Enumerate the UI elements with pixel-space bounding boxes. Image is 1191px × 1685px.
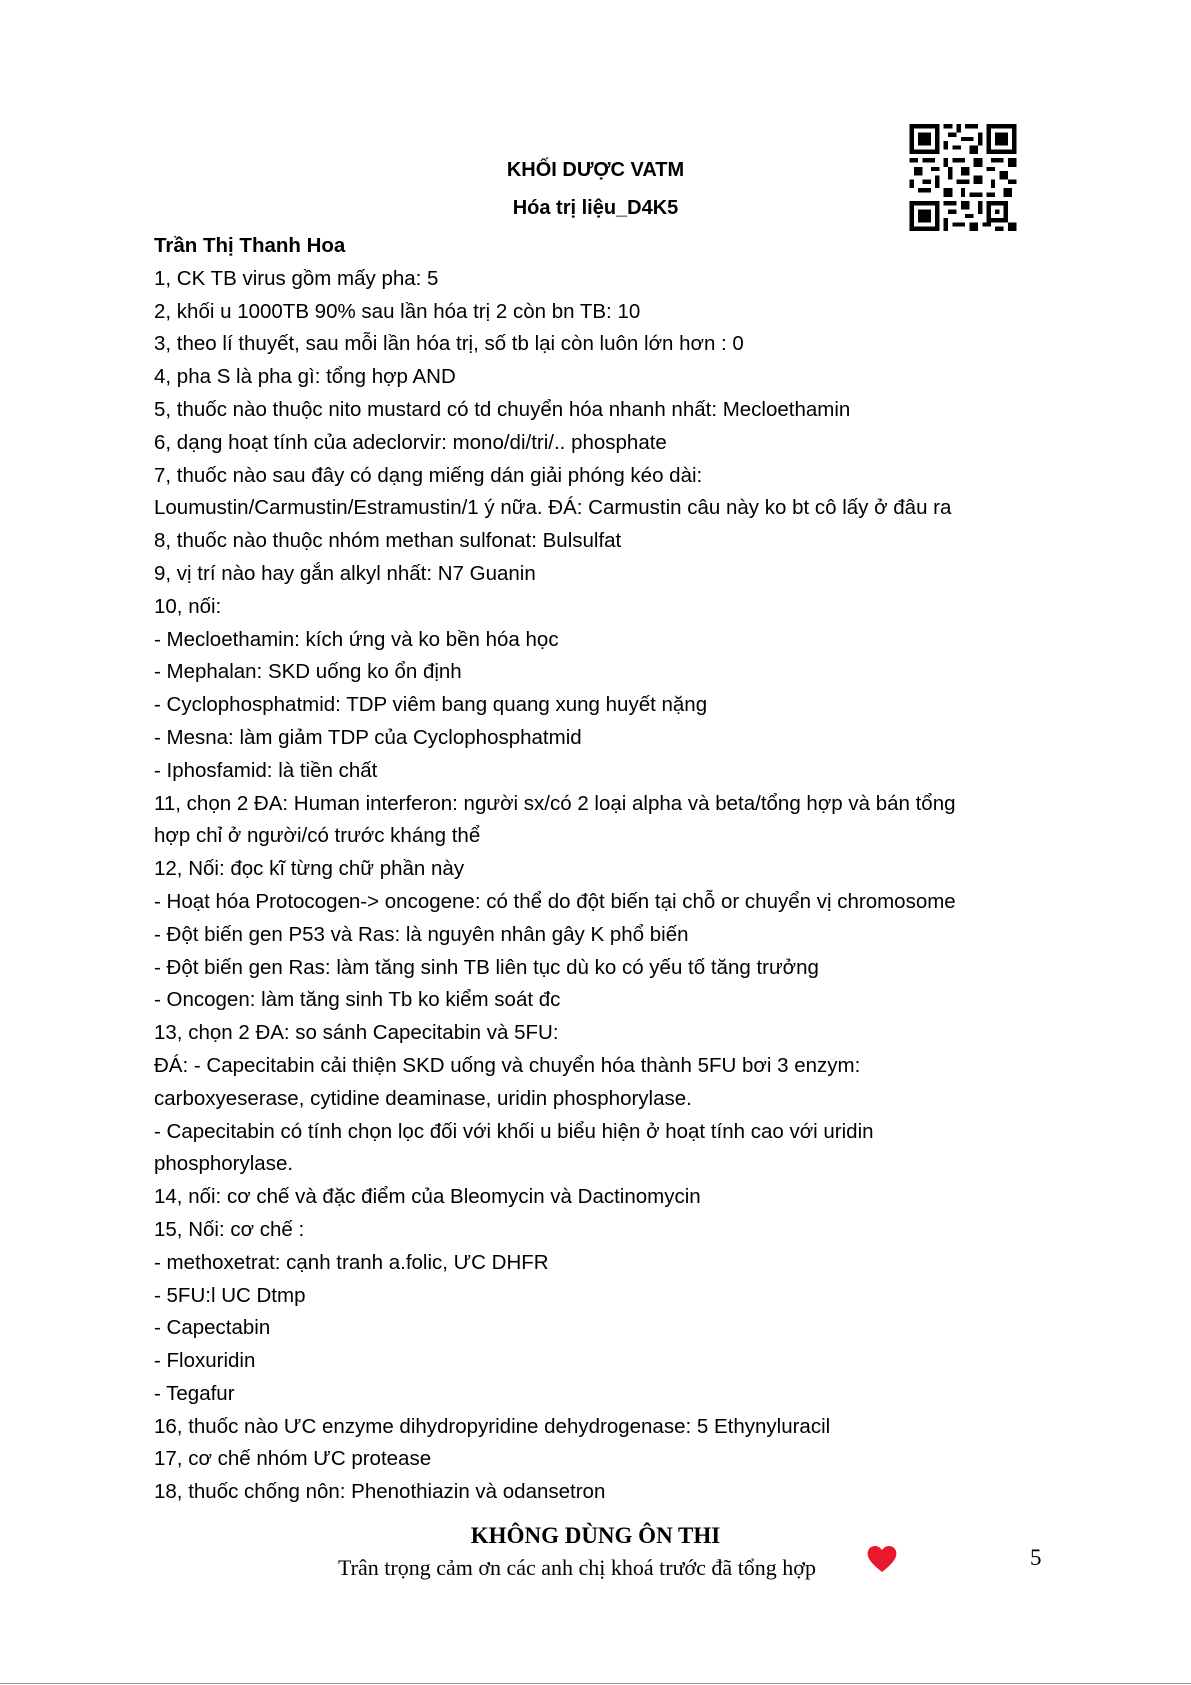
line-37: 17, cơ chế nhóm ƯC protease bbox=[154, 1447, 432, 1471]
line-19: 12, Nối: đọc kĩ từng chữ phần này bbox=[154, 857, 465, 881]
document-title: KHỐI DƯỢC VATM bbox=[506, 159, 685, 181]
line-21: - Đột biến gen P53 và Ras: là nguyên nhân gây K phổ biến bbox=[154, 922, 689, 946]
line-36: 16, thuốc nào ƯC enzyme dihydropyridine dehydrogenase: 5 Ethynyluracil bbox=[154, 1414, 831, 1438]
line-18: hợp chỉ ở người/có trước kháng thể bbox=[154, 824, 481, 848]
qr-code bbox=[909, 124, 1017, 231]
line-12: - Mecloethamin: kích ứng và ko bền hóa học bbox=[154, 627, 559, 651]
line-17: 11, chọn 2 ĐA: Human interferon: người sx/có 2 loại alpha và beta/tổng hợp và bán tổng bbox=[154, 791, 956, 815]
footer-subtitle: Trân trọng cảm ơn các anh chị khoá trước đã tổng hợp bbox=[338, 1555, 816, 1580]
line-22: - Đột biến gen Ras: làm tăng sinh TB liên tục dù ko có yếu tố tăng trưởng bbox=[154, 955, 819, 979]
line-10: 9, vị trí nào hay gắn alkyl nhất: N7 Guanin bbox=[154, 561, 536, 585]
line-13: - Mephalan: SKD uống ko ổn định bbox=[154, 660, 462, 684]
line-32: - 5FU:l UC Dtmp bbox=[154, 1283, 306, 1307]
line-29: 14, nối: cơ chế và đặc điểm của Bleomycin và Dactinomycin bbox=[154, 1185, 701, 1209]
line-33: - Capectabin bbox=[154, 1316, 271, 1340]
line-15: - Mesna: làm giảm TDP của Cyclophosphatmid bbox=[154, 725, 582, 749]
footer-title: KHÔNG DÙNG ÔN THI bbox=[470, 1523, 721, 1548]
heart-icon bbox=[866, 1544, 898, 1574]
line-26: carboxyeserase, cytidine deaminase, uridin phosphorylase. bbox=[154, 1086, 692, 1110]
line-5: 5, thuốc nào thuộc nito mustard có td chuyển hóa nhanh nhất: Mecloethamin bbox=[154, 397, 851, 421]
line-4: 4, pha S là pha gì: tổng hợp AND bbox=[154, 365, 456, 389]
line-1: 1, CK TB virus gồm mấy pha: 5 bbox=[154, 266, 439, 290]
line-16: - Iphosfamid: là tiền chất bbox=[154, 758, 378, 782]
line-34: - Floxuridin bbox=[154, 1349, 256, 1373]
page-number: 5 bbox=[1030, 1545, 1042, 1570]
line-11: 10, nối: bbox=[154, 594, 222, 618]
line-2: 2, khối u 1000TB 90% sau lần hóa trị 2 còn bn TB: 10 bbox=[154, 299, 641, 323]
line-9: 8, thuốc nào thuộc nhóm methan sulfonat: Bulsulfat bbox=[154, 529, 622, 553]
line-20: - Hoạt hóa Protocogen-> oncogene: có thể do đột biến tại chỗ or chuyển vị chromosome bbox=[154, 889, 956, 913]
line-27: - Capecitabin có tính chọn lọc đối với khối u biểu hiện ở hoạt tính cao với uridin bbox=[154, 1119, 874, 1143]
line-6: 6, dạng hoạt tính của adeclorvir: mono/di/tri/.. phosphate bbox=[154, 430, 667, 454]
line-30: 15, Nối: cơ chế : bbox=[154, 1217, 305, 1241]
line-23: - Oncogen: làm tăng sinh Tb ko kiểm soát đc bbox=[154, 988, 561, 1012]
line-25: ĐÁ: - Capecitabin cải thiện SKD uống và chuyển hóa thành 5FU bơi 3 enzym: bbox=[154, 1053, 861, 1077]
line-35: - Tegafur bbox=[154, 1381, 235, 1405]
line-31: - methoxetrat: cạnh tranh a.folic, ƯC DHFR bbox=[154, 1250, 549, 1274]
line-38: 18, thuốc chống nôn: Phenothiazin và odansetron bbox=[154, 1480, 606, 1504]
author-name: Trần Thị Thanh Hoa bbox=[154, 234, 346, 257]
document-body bbox=[154, 230, 1034, 1509]
line-28: phosphorylase. bbox=[154, 1152, 294, 1176]
line-14: - Cyclophosphatmid: TDP viêm bang quang xung huyết nặng bbox=[154, 693, 708, 717]
line-3: 3, theo lí thuyết, sau mỗi lần hóa trị, số tb lại còn luôn lớn hơn : 0 bbox=[154, 332, 744, 356]
document-subtitle: Hóa trị liệu_D4K5 bbox=[512, 197, 679, 219]
page-bottom-divider bbox=[0, 1683, 1191, 1684]
line-24: 13, chọn 2 ĐA: so sánh Capecitabin và 5FU: bbox=[154, 1021, 559, 1045]
line-8: Loumustin/Carmustin/Estramustin/1 ý nữa. ĐÁ: Carmustin câu này ko bt cô lấy ở đâu ra bbox=[154, 496, 952, 520]
line-7: 7, thuốc nào sau đây có dạng miếng dán giải phóng kéo dài: bbox=[154, 463, 703, 487]
